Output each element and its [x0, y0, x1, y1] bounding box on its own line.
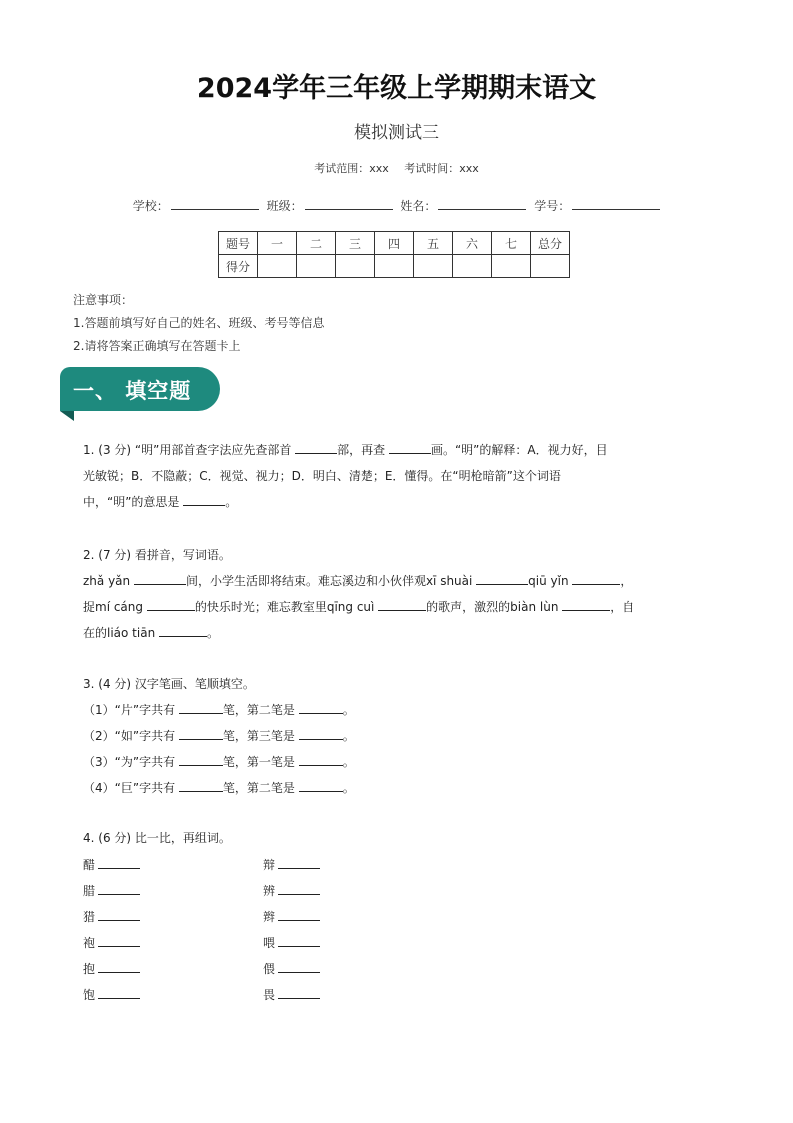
score-input-cell[interactable] — [375, 255, 414, 278]
answer-blank[interactable] — [179, 779, 223, 792]
answer-blank[interactable] — [278, 856, 320, 869]
word-char: 猎 — [83, 910, 96, 924]
word-char: 喂 — [263, 936, 276, 950]
notes-heading: 注意事项： — [73, 293, 134, 307]
question-2-line-1 — [83, 568, 723, 594]
question-3-item — [83, 697, 723, 723]
answer-blank[interactable] — [378, 598, 426, 611]
answer-blank[interactable] — [183, 493, 225, 506]
answer-blank[interactable] — [278, 934, 320, 947]
name-blank[interactable] — [438, 197, 526, 210]
question-text: 。 — [225, 495, 238, 509]
question-1 — [83, 437, 723, 515]
word-row — [83, 852, 483, 878]
question-text: （2）“如”字共有 — [83, 729, 179, 743]
question-1-line-1 — [83, 437, 723, 463]
answer-blank[interactable] — [389, 441, 431, 454]
question-text: ，自 — [610, 600, 635, 614]
question-text: 1. (3 分) “明”用部首查字法应先查部首 — [83, 443, 296, 457]
class-label: 班级： — [266, 199, 303, 213]
page-subtitle: 模拟测试三 — [354, 123, 439, 143]
answer-blank[interactable] — [299, 727, 343, 740]
answer-blank[interactable] — [159, 624, 207, 637]
question-text: 。 — [342, 755, 355, 769]
question-text: 的快乐时光；难忘教室里qīng cuì — [194, 600, 379, 614]
question-3-item — [83, 723, 723, 749]
question-text: 笔，第三笔是 — [222, 729, 299, 743]
word-char: 辫 — [263, 910, 276, 924]
question-text: 。 — [207, 626, 220, 640]
notes-item: 2.请将答案正确填写在答题卡上 — [73, 339, 241, 353]
class-blank[interactable] — [305, 197, 393, 210]
question-text: 画。“明”的解释：A．视力好，目 — [430, 443, 608, 457]
question-text: ， — [620, 574, 633, 588]
question-text: （4）“巨”字共有 — [83, 781, 179, 795]
answer-blank[interactable] — [278, 960, 320, 973]
answer-blank[interactable] — [147, 598, 195, 611]
score-cell: 四 — [375, 232, 414, 255]
score-table-score-row — [219, 255, 570, 278]
word-char: 辩 — [263, 858, 276, 872]
score-input-cell[interactable] — [297, 255, 336, 278]
score-input-cell[interactable] — [453, 255, 492, 278]
question-text: 部，再查 — [337, 443, 389, 457]
score-cell: 三 — [336, 232, 375, 255]
word-row — [83, 956, 483, 982]
notes — [73, 289, 324, 358]
answer-blank[interactable] — [476, 572, 528, 585]
score-input-cell[interactable] — [531, 255, 570, 278]
answer-blank[interactable] — [299, 753, 343, 766]
question-text: 。 — [342, 703, 355, 717]
question-text: （3）“为”字共有 — [83, 755, 179, 769]
id-blank[interactable] — [572, 197, 660, 210]
word-row — [83, 878, 483, 904]
word-char: 畏 — [263, 988, 276, 1002]
word-char: 腊 — [83, 884, 96, 898]
word-row — [83, 982, 483, 1008]
question-text: qiū yǐn — [528, 574, 573, 588]
exam-scope: 考试范围：xxx — [314, 162, 389, 175]
question-3-heading: 3. (4 分) 汉字笔画、笔顺填空。 — [83, 677, 255, 691]
question-text: 笔，第一笔是 — [222, 755, 299, 769]
score-cell: 题号 — [219, 232, 258, 255]
word-char: 偎 — [263, 962, 276, 976]
notes-item: 1.答题前填写好自己的姓名、班级、考号等信息 — [73, 316, 325, 330]
score-input-cell[interactable] — [336, 255, 375, 278]
answer-blank[interactable] — [572, 572, 620, 585]
word-row — [83, 930, 483, 956]
question-text: 笔，第二笔是 — [222, 703, 299, 717]
word-char: 抱 — [83, 962, 96, 976]
answer-blank[interactable] — [295, 441, 337, 454]
question-text: 笔，第二笔是 — [222, 781, 299, 795]
answer-blank[interactable] — [98, 960, 140, 973]
score-cell: 五 — [414, 232, 453, 255]
question-1-line-2: 光敏锐；B．不隐蔽；C．视觉、视力；D．明白、清楚；E．懂得。在“明枪暗箭”这个词语 — [83, 469, 561, 483]
word-char: 醋 — [83, 858, 96, 872]
score-cell: 七 — [492, 232, 531, 255]
section-banner — [60, 367, 220, 411]
exam-info — [0, 160, 793, 176]
question-text: 捉mí cáng — [83, 600, 147, 614]
answer-blank[interactable] — [179, 753, 223, 766]
answer-blank[interactable] — [98, 986, 140, 999]
answer-blank[interactable] — [299, 701, 343, 714]
question-2-heading: 2. (7 分) 看拼音，写词语。 — [83, 548, 231, 562]
answer-blank[interactable] — [134, 572, 186, 585]
question-text: 。 — [342, 781, 355, 795]
question-text: 间，小学生活即将结束。难忘溪边和小伙伴观xī shuài — [185, 574, 477, 588]
score-cell: 六 — [453, 232, 492, 255]
question-2-line-3 — [83, 620, 723, 646]
score-cell: 二 — [297, 232, 336, 255]
question-text: （1）“片”字共有 — [83, 703, 179, 717]
exam-time: 考试时间：xxx — [404, 162, 479, 175]
answer-blank[interactable] — [562, 598, 610, 611]
score-input-cell[interactable] — [414, 255, 453, 278]
word-char: 袍 — [83, 936, 96, 950]
name-label: 姓名： — [400, 199, 437, 213]
question-3 — [83, 671, 723, 801]
answer-blank[interactable] — [299, 779, 343, 792]
answer-blank[interactable] — [98, 934, 140, 947]
answer-blank[interactable] — [278, 908, 320, 921]
answer-blank[interactable] — [179, 727, 223, 740]
answer-blank[interactable] — [98, 908, 140, 921]
score-cell: 得分 — [219, 255, 258, 278]
question-2-line-2 — [83, 594, 723, 620]
id-label: 学号： — [534, 199, 571, 213]
page-title: 2024学年三年级上学期期末语文 — [196, 73, 597, 104]
question-text: 。 — [342, 729, 355, 743]
score-table — [218, 231, 570, 278]
score-table-header-row — [219, 232, 570, 255]
question-text: 的歌声，激烈的biàn lùn — [426, 600, 563, 614]
answer-blank[interactable] — [179, 701, 223, 714]
section-label: 一、 填空题 — [73, 379, 192, 403]
answer-blank[interactable] — [278, 882, 320, 895]
school-label: 学校： — [132, 199, 169, 213]
question-1-line-3 — [83, 489, 723, 515]
word-compare-grid — [83, 852, 483, 1008]
score-cell: 总分 — [531, 232, 570, 255]
word-row — [83, 904, 483, 930]
score-input-cell[interactable] — [492, 255, 531, 278]
answer-blank[interactable] — [278, 986, 320, 999]
question-text: 中，“明”的意思是 — [83, 495, 184, 509]
score-cell: 一 — [258, 232, 297, 255]
question-4-heading: 4. (6 分) 比一比，再组词。 — [83, 831, 231, 845]
question-3-item — [83, 775, 723, 801]
student-info — [0, 197, 793, 214]
question-3-item — [83, 749, 723, 775]
word-char: 辨 — [263, 884, 276, 898]
school-blank[interactable] — [171, 197, 259, 210]
question-2 — [83, 542, 723, 646]
word-char: 饱 — [83, 988, 96, 1002]
score-input-cell[interactable] — [258, 255, 297, 278]
question-text: 在的liáo tiān — [83, 626, 159, 640]
question-text: zhǎ yǎn — [83, 574, 134, 588]
answer-blank[interactable] — [98, 882, 140, 895]
answer-blank[interactable] — [98, 856, 140, 869]
